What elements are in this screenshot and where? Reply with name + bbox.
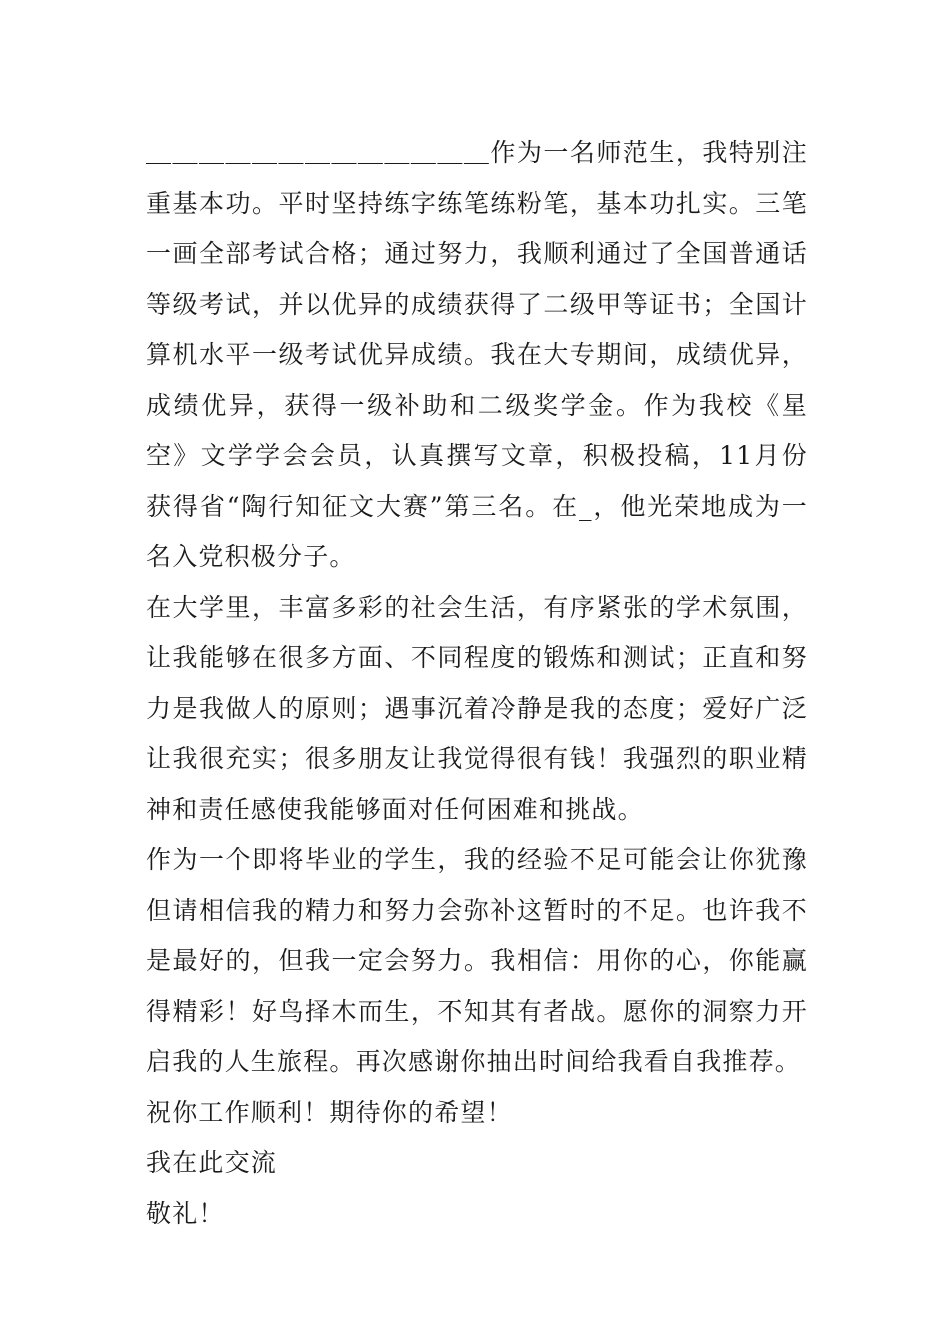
paragraph-university-life: 在大学里，丰富多彩的社会生活，有序紧张的学术氛围，让我能够在很多方面、不同程度的锻炼和测试；正直和努力是我做人的原则；遇事沉着冷静是我的态度；爱好广泛让我很充实；很多朋友让我觉得很有钱！我强烈的职业精神和责任感使我能够面对任何困难和挑战。 [146,592,808,824]
paragraph-qualifications: ＿＿＿＿＿＿＿＿＿＿＿＿＿作为一名师范生，我特别注重基本功。平时坚持练字练笔练粉笔，基本功扎实。三笔一画全部考试合格；通过努力，我顺利通过了全国普通话等级考试，并以优异的成绩获得了二级甲等证书；全国计算机水平一级考试优异成绩。我在大专期间，成绩优异，成绩优异，获得一级补助和二级奖学金。作为我校《星空》文学学会会员，认真撰写文章，积极投稿，11月份获得省“陶行知征文大赛”第三名。在_，他光荣地成为一名入党积极分子。 [146,138,808,571]
closing-wish: 祝你工作顺利！期待你的希望！ [146,1097,513,1127]
closing-exchange: 我在此交流 [146,1148,278,1177]
document-page [146,128,808,1239]
paragraph-closing-statement: 作为一个即将毕业的学生，我的经验不足可能会让你犹豫但请相信我的精力和努力会弥补这暂时的不足。也许我不是最好的，但我一定会努力。我相信：用你的心，你能赢得精彩！好鸟择木而生，不知其有者战。愿你的洞察力开启我的人生旅程。再次感谢你抽出时间给我看自我推荐。 [146,845,808,1076]
closing-salute: 敬礼！ [146,1198,225,1228]
